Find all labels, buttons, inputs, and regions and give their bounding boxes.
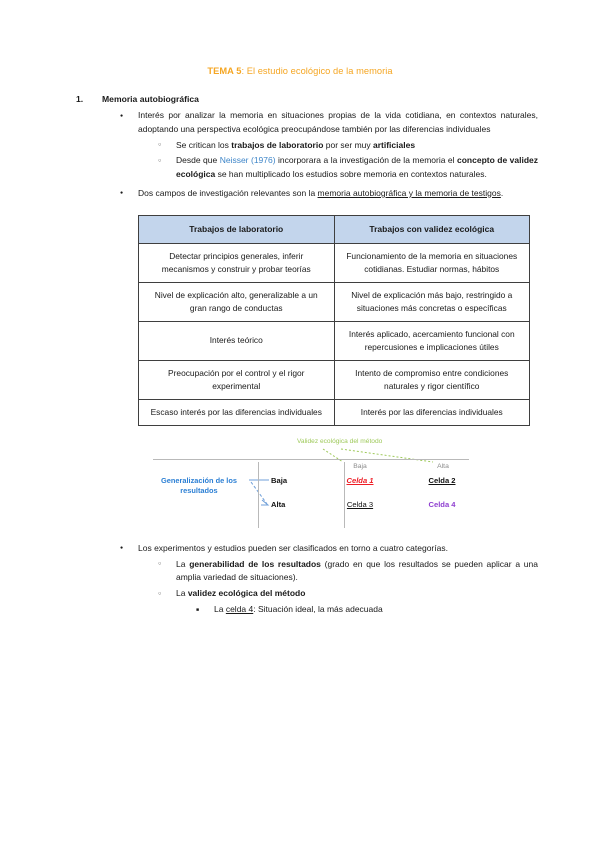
campos-pre: Dos campos de investigación relevantes son la	[138, 187, 318, 198]
bullet-disc-icon	[120, 109, 138, 137]
generabilidad-pre: La	[176, 558, 190, 569]
list-item	[0, 187, 600, 201]
bullet-circle-icon	[158, 558, 176, 586]
bullet-circle-icon	[158, 139, 176, 153]
table-cell: Nivel de explicación más bajo, restringido a situaciones más concretas o específicas	[334, 282, 530, 321]
validez-bold: validez ecológica del método	[187, 588, 306, 599]
matrix-row-value-alta: Alta	[271, 499, 286, 509]
criticas-bold-laboratorio: trabajos de laboratorio	[231, 139, 324, 150]
citation-neisser-1976: Neisser (1976)	[219, 155, 276, 166]
table-row	[139, 321, 530, 360]
celda4-pre: La	[214, 603, 226, 614]
bullet-disc-icon	[120, 542, 138, 556]
neisser-mid: incorporara a la investigación de la memoria el	[275, 155, 458, 166]
matrix-cell-celda-2: Celda 2	[428, 475, 456, 485]
table-header-cell-laboratorio: Trabajos de laboratorio	[139, 215, 335, 243]
celda4-post: : Situación ideal, la más adecuada	[253, 603, 383, 614]
section-number: 1.	[76, 94, 84, 104]
validity-matrix-diagram	[145, 438, 475, 530]
matrix-column-header-baja: Baja	[353, 462, 367, 470]
neisser-pre: Desde que	[176, 155, 220, 166]
list-item-text: Interés por analizar la memoria en situaciones propias de la vida cotidiana, en contextos naturales, adoptando una perspectiva ecológica preocupándose también por las diferencias individuales	[138, 110, 538, 134]
list-item	[0, 603, 600, 617]
list-item	[0, 587, 600, 601]
list-item-text	[176, 139, 538, 153]
table-cell: Preocupación por el control y el rigor experimental	[139, 360, 335, 399]
matrix-row-axis-label: Generalización de los resultados	[161, 475, 237, 495]
list-item-text	[176, 558, 538, 586]
table-cell: Detectar principios generales, inferir mecanismos y construir y probar teorías	[139, 243, 335, 282]
page-title-rest: : El estudio ecológico de la memoria	[241, 66, 393, 76]
list-item-text: Los experimentos y estudios pueden ser clasificados en torno a cuatro categorías.	[138, 542, 448, 553]
generabilidad-bold: generabilidad de los resultados	[189, 558, 321, 569]
list-item	[0, 154, 600, 182]
criticas-mid: por ser muy	[323, 139, 373, 150]
matrix-vertical-divider-left	[258, 462, 259, 528]
list-item	[0, 558, 600, 586]
list-item-text	[138, 187, 538, 201]
table-cell: Intento de compromiso entre condiciones naturales y rigor científico	[334, 360, 530, 399]
page-title	[0, 0, 600, 76]
bullet-disc-icon	[120, 187, 138, 201]
page-title-bold: TEMA 5	[207, 66, 242, 76]
table-cell: Nivel de explicación alto, generalizable a un gran rango de conductas	[139, 282, 335, 321]
list-item-text	[214, 603, 538, 617]
matrix-column-header-alta: Alta	[437, 462, 449, 470]
table-row	[139, 243, 530, 282]
table-cell: Interés por las diferencias individuales	[334, 399, 530, 425]
matrix-cell-celda-4: Celda 4	[428, 499, 456, 509]
comparison-table	[138, 215, 530, 426]
table-header-row	[139, 215, 530, 243]
matrix-row-value-baja: Baja	[271, 475, 288, 485]
list-item	[0, 139, 600, 153]
list-item-text	[176, 154, 538, 182]
table-row	[139, 399, 530, 425]
matrix-caption: Validez ecológica del método	[297, 437, 383, 445]
validez-pre: La	[176, 588, 188, 599]
table-cell: Funcionamiento de la memoria en situaciones cotidianas. Estudiar normas, hábitos	[334, 243, 530, 282]
list-item	[0, 109, 600, 137]
criticas-bold-artificiales: artificiales	[373, 139, 416, 150]
bullet-circle-icon	[158, 587, 176, 601]
section-heading-row	[0, 94, 600, 104]
section-title: Memoria autobiográfica	[102, 94, 199, 104]
generabilidad-post: (grado en que los resultados se pueden aplicar a una amplia variedad de situaciones).	[176, 558, 538, 583]
list-item	[0, 542, 600, 556]
neisser-bold-concepto: concepto de validez ecológica	[176, 155, 539, 180]
table-header-cell-ecologica: Trabajos con validez ecológica	[334, 215, 530, 243]
table-cell: Interés aplicado, acercamiento funcional con repercusiones e implicaciones útiles	[334, 321, 530, 360]
campos-underlined: memoria autobiográfica y la memoria de testigos	[317, 187, 501, 198]
matrix-cell-celda-3: Celda 3	[346, 499, 374, 509]
matrix-cell-celda-1: Celda 1	[346, 475, 374, 485]
criticas-pre: Se critican los	[176, 139, 232, 150]
table-row	[139, 282, 530, 321]
matrix-horizontal-divider	[153, 459, 469, 460]
bullet-square-icon	[196, 603, 214, 617]
list-item-text	[176, 587, 538, 601]
celda4-underlined: celda 4	[225, 603, 254, 614]
matrix-vertical-divider-right	[344, 462, 345, 528]
campos-post: .	[500, 187, 504, 198]
table-cell: Escaso interés por las diferencias individuales	[139, 399, 335, 425]
neisser-post: se han multiplicado los estudios sobre memoria en contextos naturales.	[215, 169, 487, 180]
table-cell: Interés teórico	[139, 321, 335, 360]
table-row	[139, 360, 530, 399]
bullet-circle-icon	[158, 154, 176, 182]
